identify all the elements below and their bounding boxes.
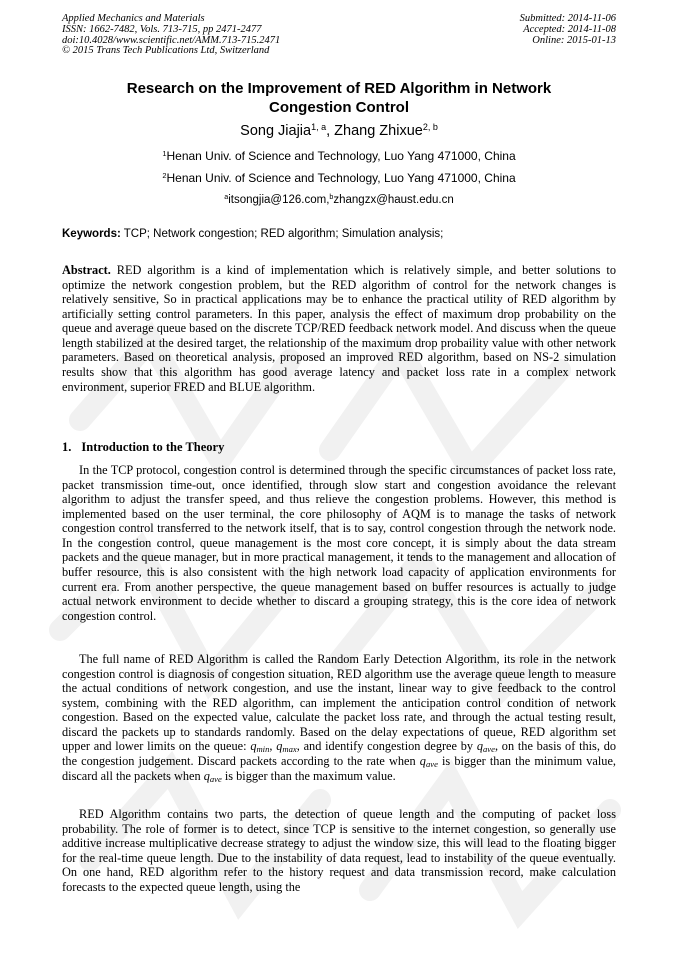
email-b: zhangzx@haust.edu.cn <box>333 194 454 206</box>
email-a: itsongjia@126.com, <box>228 194 330 206</box>
journal-name: Applied Mechanics and Materials <box>62 13 205 24</box>
p2-text-c: , on the basis of this, do the congestion judgement. Discard packets according to the rate when <box>62 739 616 769</box>
submitted-date: Submitted: 2014-11-06 <box>519 13 616 24</box>
affiliation-2 <box>62 170 616 186</box>
section-heading <box>62 440 224 455</box>
p2-text-b: , and identify congestion degree by <box>296 739 477 754</box>
affiliation-2-text: Henan Univ. of Science and Technology, Luo Yang 471000, China <box>166 171 516 185</box>
author-2-name: Zhang Zhixue <box>334 123 423 139</box>
author-emails <box>62 192 616 208</box>
author-list <box>62 121 616 141</box>
journal-issn: ISSN: 1662-7482, Vols. 713-715, pp 2471-2477 <box>62 23 262 35</box>
journal-doi: doi:10.4028/www.scientific.net/AMM.713-715.2471 <box>62 34 281 46</box>
affiliation-1-marker: 1 <box>162 148 167 158</box>
abstract-label: Abstract. <box>62 263 111 277</box>
affiliation-1 <box>62 148 616 164</box>
keywords <box>62 226 618 242</box>
email-a-marker: a <box>224 193 229 202</box>
title-line-2: Congestion Control <box>269 98 409 116</box>
var-q-min: $q_{min}$ <box>250 739 270 755</box>
section-title: Introduction to the Theory <box>81 440 225 454</box>
p2-text-a: The full name of RED Algorithm is called the Random Early Detection Algorithm, its role in the network congestion control is diagnosis of congestion situation, RED algorithm use the average queue length to measure the actual conditions of network congestion, and use the instant, linear way to give feedback to the control system, combining with the RED algorithm, can implement the anticipation control condition of network congestion. Based on the expected value, calculate the packet loss rate, and through the actual testing result, discard the packets up to standards randomly. Based on the delay expectations of queue, RED algorithm set upper and lower limits on the queue: <box>62 652 616 754</box>
var-q-ave-1: $q_{ave}$ <box>476 739 495 755</box>
author-2-marker: 2, b <box>422 122 438 133</box>
keywords-label: Keywords: <box>62 228 121 240</box>
var-q-ave-2: $q_{ave}$ <box>419 754 438 770</box>
abstract <box>62 263 616 394</box>
online-date: Online: 2015-01-13 <box>532 34 616 46</box>
accepted-date: Accepted: 2014-11-08 <box>523 23 616 35</box>
p2-comma: , <box>269 739 277 754</box>
keywords-text: TCP; Network congestion; RED algorithm; Simulation analysis; <box>120 228 444 240</box>
journal-header-right <box>520 14 616 46</box>
p2-text-d: is bigger than the minimum value, discard all the packets when <box>62 754 616 783</box>
title-line-1: Research on the Improvement of RED Algorithm in Network <box>126 80 552 97</box>
affiliation-2-marker: 2 <box>162 170 167 180</box>
var-q-ave-3: $q_{ave}$ <box>203 768 222 784</box>
body-paragraph-2 <box>62 652 616 783</box>
var-q-max: $q_{max}$ <box>276 739 297 755</box>
email-b-marker: b <box>329 193 334 202</box>
author-1-marker: 1, a <box>311 122 327 133</box>
journal-copyright: © 2015 Trans Tech Publications Ltd, Switzerland <box>62 45 270 57</box>
paper-title <box>62 80 616 117</box>
affiliation-1-text: Henan Univ. of Science and Technology, Luo Yang 471000, China <box>166 149 516 163</box>
p2-text-e: is bigger than the maximum value. <box>221 768 396 783</box>
abstract-text: RED algorithm is a kind of implementation which is relatively simple, and better solutions to optimize the network congestion problem, but the RED algorithm of control for the network changes is relatively sensitive, So in practical applications may be to enhance the practical utility of RED algorithm by artificially setting control parameters. In this paper, analysis the effect of maximum drop probability on the queue and average queue based on the discrete TCP/RED feedback network model. And discuss when the queue length stabilized at the desired target, the relationship of the maximum drop probaility value with other network parameters. Based on theoretical analysis, proposed an improved RED algorithm, based on NS-2 simulation results show that this algorithm has good average latency and packet loss rate in a complex network environment, superior FRED and BLUE algorithm. <box>62 263 616 394</box>
section-number: 1. <box>62 440 72 454</box>
body-paragraph-3: RED Algorithm contains two parts, the detection of queue length and the computing of packet loss probability. The role of former is to detect, since TCP is sensitive to the internet congestion, so generally use additive increase multiplicative decrease strategy to adjust the window size, this will lead to the floating bigger for the real-time queue length. Due to the instability of data request, lead to instability of the queue eventually. On one hand, RED algorithm refer to the history request and data transmission record, make calculation forecasts to the expected queue length, using the <box>62 807 616 894</box>
body-paragraph-1: In the TCP protocol, congestion control is determined through the specific circumstances of packet loss rate, packet transmission time-out, once identified, through slow start and congestion avoidance the relevant algorithm to adjust the transfer speed, and thus relieve the congestion problems. However, this method is implemented based on the user terminal, the core philosophy of AQM is to manage the tasks of network congestion control transferred to the network itself, that is to say, control congestion through the network node. In the congestion control, queue management is the most core concept, it is simply about the data stream packets and the queue manager, but in more practical management, it tends to the management and allocation of buffer resource, this is also consistent with the high network load capacity of application environments for current era. From another perspective, the queue management based on buffer resources is actually to judge actual network environment to decide whether to discard a grouping strategy, this is the core idea of network congestion control. <box>62 463 616 623</box>
author-separator: , <box>326 123 335 139</box>
author-1-name: Song Jiajia <box>240 123 312 139</box>
journal-header-left <box>62 14 280 57</box>
